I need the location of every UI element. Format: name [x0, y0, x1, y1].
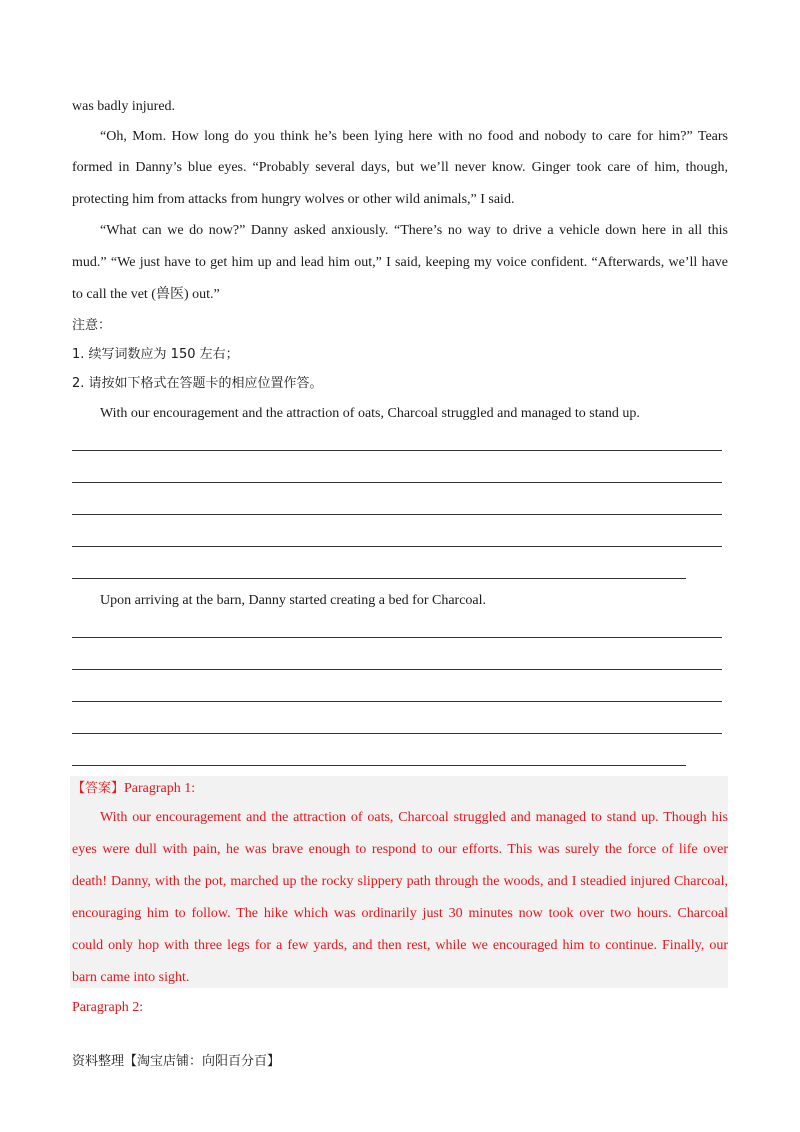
paragraph-1-prompt: With our encouragement and the attraction of oats, Charcoal struggled and managed to stand up.: [100, 406, 640, 421]
answer-writing-line[interactable]: [72, 578, 686, 579]
answer-line: barn came into sight.: [72, 970, 190, 985]
answer-heading: [72, 779, 728, 799]
answer-line: encouraging him to follow. The hike which was ordinarily just 30 minutes now took over two hours. Charcoal: [72, 906, 728, 921]
story-line: was badly injured.: [72, 99, 176, 114]
notes-heading: 注意：: [72, 318, 112, 333]
story-line: to call the vet (兽医) out.”: [72, 287, 220, 302]
notes-item: 1. 续写词数应为 150 左右；: [72, 347, 239, 362]
answer-writing-line[interactable]: [72, 669, 722, 670]
answer-line: could only hop with three legs for a few yards, and then rest, while we encouraged him to continue. Finally, our: [72, 938, 728, 953]
answer-writing-line[interactable]: [72, 514, 722, 515]
answer-line: With our encouragement and the attraction of oats, Charcoal struggled and managed to stand up. Though his: [100, 810, 728, 825]
answer-writing-line[interactable]: [72, 482, 722, 483]
answer-writing-line[interactable]: [72, 733, 722, 734]
answer-writing-line[interactable]: [72, 546, 722, 547]
notes-item: 2. 请按如下格式在答题卡的相应位置作答。: [72, 376, 323, 391]
answer-paragraph-2-heading: Paragraph 2:: [72, 1000, 144, 1015]
answer-writing-line[interactable]: [72, 637, 722, 638]
answer-writing-line[interactable]: [72, 450, 722, 451]
answer-writing-line[interactable]: [72, 765, 686, 766]
answer-line: death! Danny, with the pot, marched up the rocky slippery path through the woods, and I steadied injured Charcoal,: [72, 874, 728, 889]
story-line: “What can we do now?” Danny asked anxiously. “There’s no way to drive a vehicle down here in all this: [100, 223, 728, 238]
paragraph-2-prompt: Upon arriving at the barn, Danny started creating a bed for Charcoal.: [100, 593, 487, 608]
answer-line: eyes were dull with pain, he was brave enough to respond to our efforts. This was surely the force of life over: [72, 842, 728, 857]
story-line: formed in Danny’s blue eyes. “Probably several days, but we’ll never know. Ginger took care of him, though,: [72, 160, 728, 175]
answer-writing-line[interactable]: [72, 701, 722, 702]
answer-paragraph-1-heading: Paragraph 1:: [124, 781, 196, 796]
story-line: “Oh, Mom. How long do you think he’s been lying here with no food and nobody to care for him?” Tears: [100, 129, 728, 144]
footer-source: 资料整理【淘宝店铺：向阳百分百】: [72, 1054, 281, 1069]
story-line: mud.” “We just have to get him up and lead him out,” I said, keeping my voice confident. “Afterwards, we’ll have: [72, 255, 728, 270]
answer-label: 【答案】: [72, 781, 125, 796]
story-line: protecting him from attacks from hungry wolves or other wild animals,” I said.: [72, 192, 515, 207]
